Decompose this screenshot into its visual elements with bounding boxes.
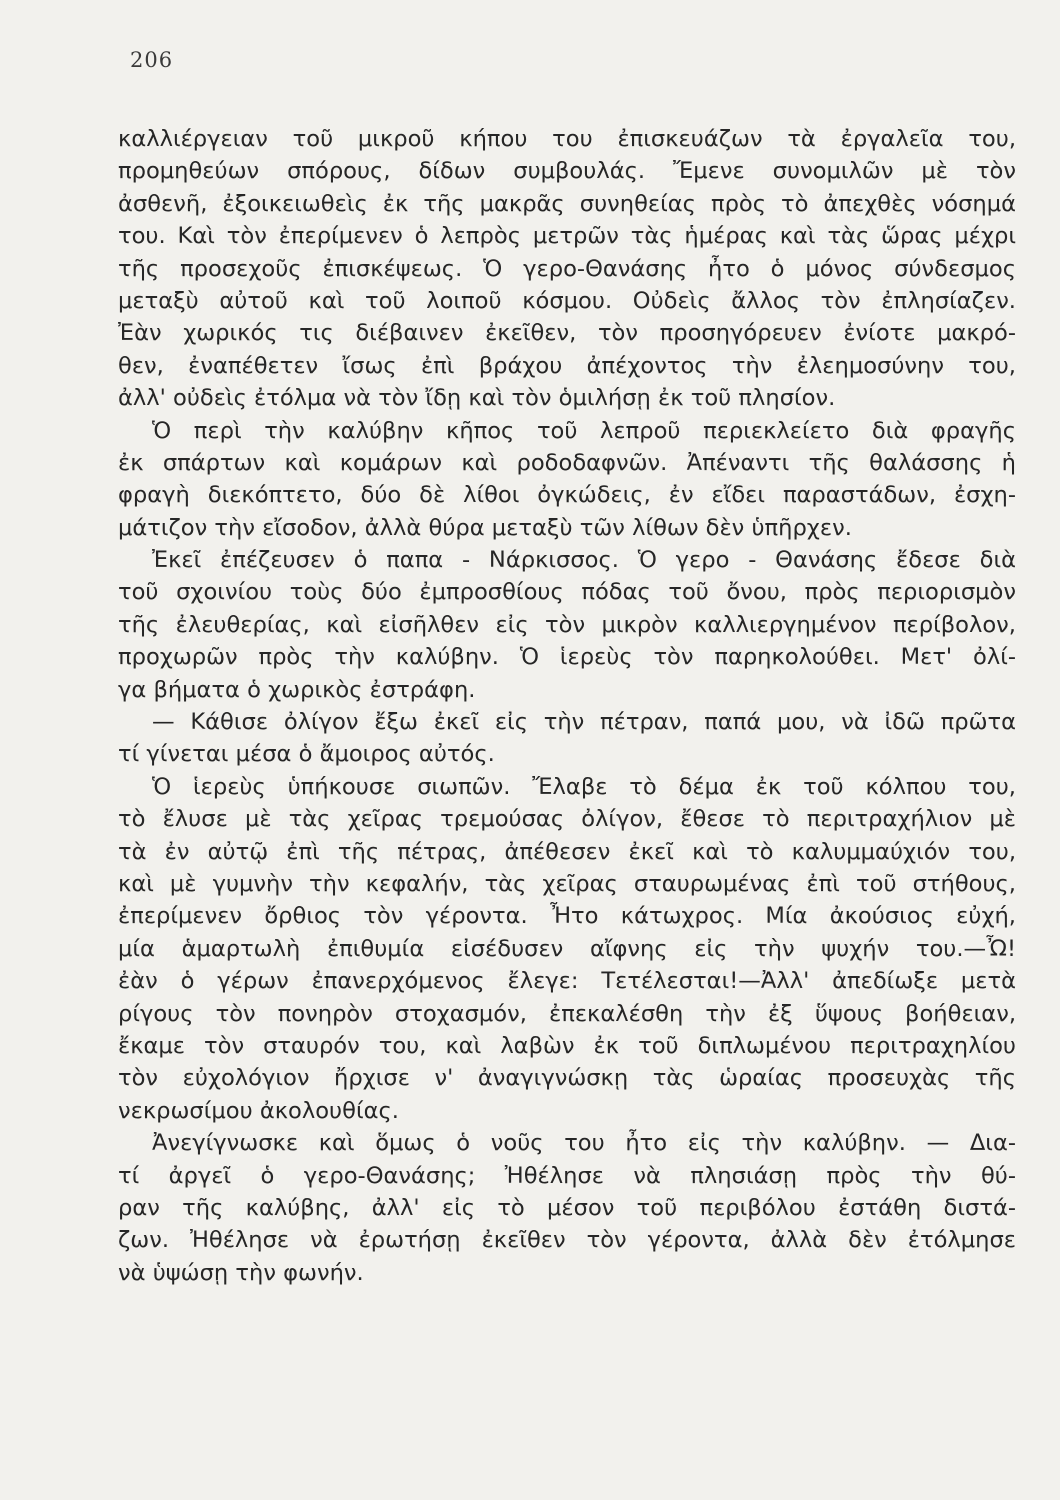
text-line: τὸ ἔλυσε μὲ τὰς χεῖρας τρεμούσας ὀλίγον, ἔθεσε τὸ περιτραχήλιον μὲ	[118, 806, 1016, 833]
text-line: ραν τῆς καλύβης, ἀλλ' εἰς τὸ μέσον τοῦ περιβόλου ἐστάθη διστά-	[118, 1194, 1016, 1221]
text-line: γα βήματα ὁ χωρικὸς ἐστράφη.	[118, 676, 476, 703]
text-line: τὰ ἐν αὐτῷ ἐπὶ τῆς πέτρας, ἀπέθεσεν ἐκεῖ καὶ τὸ καλυμμαύχιόν του,	[118, 838, 1016, 865]
text-line: ἀσθενῆ, ἐξοικειωθεὶς ἐκ τῆς μακρᾶς συνηθείας πρὸς τὸ ἀπεχθὲς νόσημά	[118, 190, 1016, 217]
text-line: ἔκαμε τὸν σταυρόν του, καὶ λαβὼν ἐκ τοῦ διπλωμένου περιτραχηλίου	[118, 1032, 1016, 1059]
text-line: Ὁ ἱερεὺς ὑπήκουσε σιωπῶν. Ἔλαβε τὸ δέμα ἐκ τοῦ κόλπου του,	[152, 773, 1016, 800]
text-line: Ἐκεῖ ἐπέζευσεν ὁ παπα - Νάρκισσος. Ὁ γερο - Θανάσης ἔδεσε διὰ	[152, 547, 1016, 574]
text-line: νεκρωσίμου ἀκολουθίας.	[118, 1097, 399, 1124]
text-line: προχωρῶν πρὸς τὴν καλύβην. Ὁ ἱερεὺς τὸν παρηκολούθει. Μετ' ὀλί-	[118, 644, 1016, 671]
text-line: τῆς προσεχοῦς ἐπισκέψεως. Ὁ γερο-Θανάσης ἦτο ὁ μόνος σύνδεσμος	[118, 255, 1016, 282]
text-line: ἐπερίμενεν ὄρθιος τὸν γέροντα. Ἦτο κάτωχρος. Μία ἀκούσιος εὐχή,	[118, 903, 1016, 930]
text-line: φραγὴ διεκόπτετο, δύο δὲ λίθοι ὀγκώδεις, ἐν εἴδει παραστάδων, ἐσχη-	[118, 482, 1016, 509]
text-line: Ὁ περὶ τὴν καλύβην κῆπος τοῦ λεπροῦ περιεκλείετο διὰ φραγῆς	[152, 417, 1016, 444]
text-line: ρίγους τὸν πονηρὸν στοχασμόν, ἐπεκαλέσθη τὴν ἐξ ὕψους βοήθειαν,	[118, 1000, 1016, 1027]
text-line: ἐκ σπάρτων καὶ κομάρων καὶ ροδοδαφνῶν. Ἀπέναντι τῆς θαλάσσης ἡ	[118, 449, 1016, 476]
text-line: καλλιέργειαν τοῦ μικροῦ κήπου του ἐπισκευάζων τὰ ἐργαλεῖα του,	[118, 126, 1016, 152]
text-line: του. Καὶ τὸν ἐπερίμενεν ὁ λεπρὸς μετρῶν τὰς ἡμέρας καὶ τὰς ὥρας μέχρι	[118, 223, 1016, 250]
text-line: νὰ ὑψώσῃ τὴν φωνήν.	[118, 1259, 364, 1286]
text-line: καὶ μὲ γυμνὴν τὴν κεφαλήν, τὰς χεῖρας σταυρωμένας ἐπὶ τοῦ στήθους,	[118, 870, 1016, 897]
text-line: μάτιζον τὴν εἴσοδον, ἀλλὰ θύρα μεταξὺ τῶν λίθων δὲν ὑπῆρχεν.	[118, 514, 852, 541]
text-line: προμηθεύων σπόρους, δίδων συμβουλάς. Ἔμενε συνομιλῶν μὲ τὸν	[118, 158, 1016, 185]
text-line: τῆς ἐλευθερίας, καὶ εἰσῆλθεν εἰς τὸν μικρὸν καλλιεργημένον περίβολον,	[118, 611, 1016, 638]
text-line: τί ἀργεῖ ὁ γερο-Θανάσης; Ἠθέλησε νὰ πλησιάσῃ πρὸς τὴν θύ-	[118, 1162, 1016, 1189]
text-line: ἐὰν ὁ γέρων ἐπανερχόμενος ἔλεγε: Τετέλεσται!—Ἀλλ' ἀπεδίωξε μετὰ	[118, 968, 1016, 995]
text-line: — Κάθισε ὀλίγον ἔξω ἐκεῖ εἰς τὴν πέτραν, παπά μου, νὰ ἰδῶ πρῶτα	[152, 709, 1016, 736]
text-line: μεταξὺ αὐτοῦ καὶ τοῦ λοιποῦ κόσμου. Οὐδεὶς ἄλλος τὸν ἐπλησίαζεν.	[118, 287, 1016, 314]
text-line: τὸν εὐχολόγιον ἤρχισε ν' ἀναγιγνώσκῃ τὰς ὡραίας προσευχὰς τῆς	[118, 1065, 1016, 1092]
text-line: μία ἁμαρτωλὴ ἐπιθυμία εἰσέδυσεν αἴφνης εἰς τὴν ψυχήν του.—Ὦ!	[118, 935, 1016, 962]
body-text	[118, 123, 1016, 1289]
text-line: Ἐὰν χωρικός τις διέβαινεν ἐκεῖθεν, τὸν προσηγόρευεν ἐνίοτε μακρό-	[118, 320, 1016, 347]
text-line: Ἀνεγίγνωσκε καὶ ὅμως ὁ νοῦς του ἦτο εἰς τὴν καλύβην. — Δια-	[152, 1130, 1016, 1157]
text-line: ἀλλ' οὐδεὶς ἐτόλμα νὰ τὸν ἴδῃ καὶ τὸν ὁμιλήσῃ ἐκ τοῦ πλησίον.	[118, 385, 836, 412]
text-line: τοῦ σχοινίου τοὺς δύο ἐμπροσθίους πόδας τοῦ ὄνου, πρὸς περιορισμὸν	[118, 579, 1016, 606]
text-line: τί γίνεται μέσα ὁ ἄμοιρος αὐτός.	[118, 741, 495, 768]
text-line: ζων. Ἠθέλησε νὰ ἐρωτήσῃ ἐκεῖθεν τὸν γέροντα, ἀλλὰ δὲν ἐτόλμησε	[118, 1227, 1016, 1254]
text-line: θεν, ἐναπέθετεν ἴσως ἐπὶ βράχου ἀπέχοντος τὴν ἐλεημοσύνην του,	[118, 352, 1016, 379]
page-number: 206	[130, 48, 174, 72]
